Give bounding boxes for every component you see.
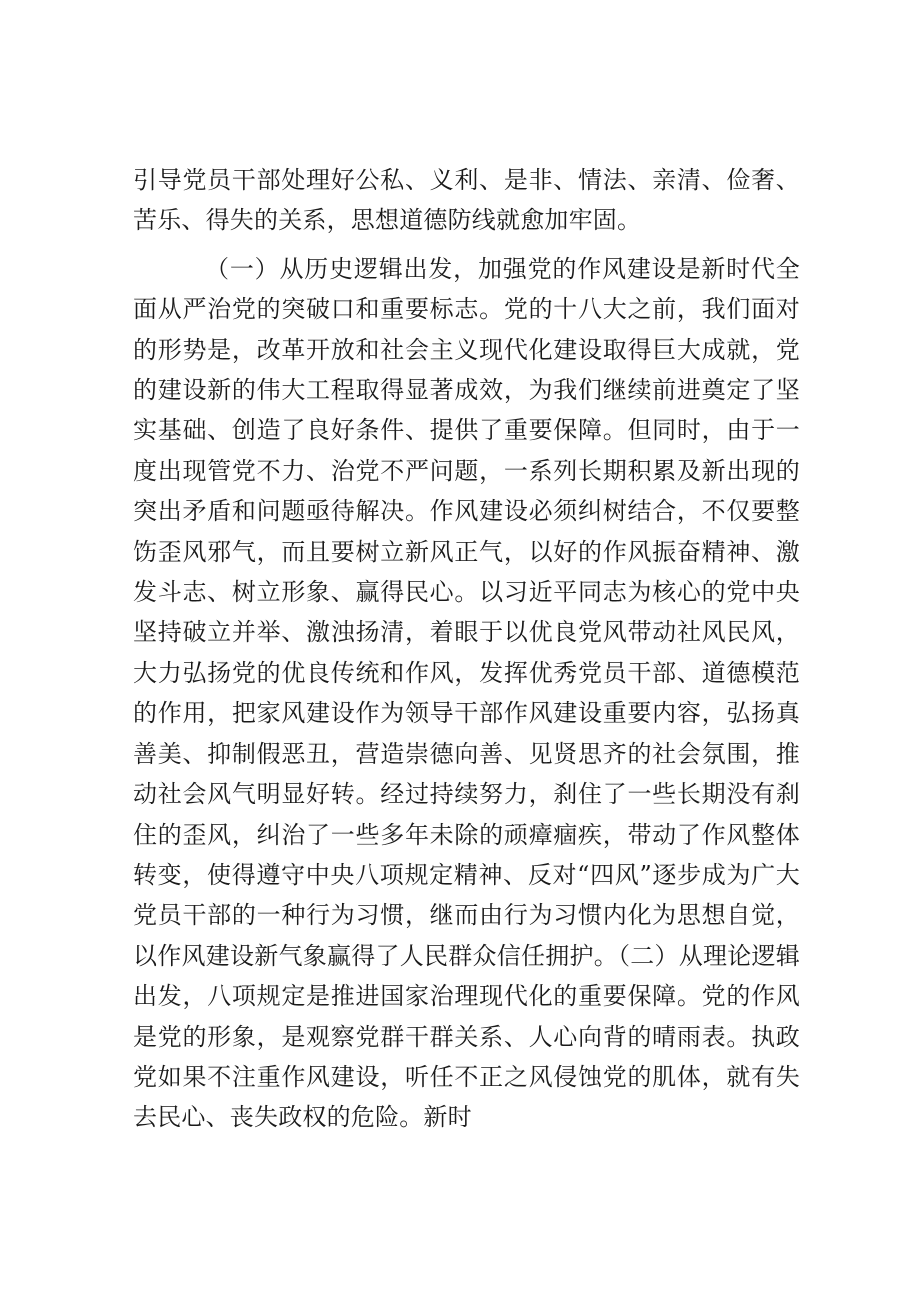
body-text bbox=[133, 160, 800, 1138]
paragraph-continued: 引导党员干部处理好公私、义利、是非、情法、亲清、俭奢、苦乐、得失的关系，思想道德防线就愈加牢固。 bbox=[133, 166, 800, 235]
paragraph-historical-logic: （一）从历史逻辑出发，加强党的作风建设是新时代全面从严治党的突破口和重要标志。党的十八大之前，我们面对的形势是，改革开放和社会主义现代化建设取得巨大成就，党的建设新的伟大工程取得显著成效，为我们继续前进奠定了坚实基础、创造了良好条件、提供了重要保障。但同时，由于一度出现管党不力、治党不严问题，一系列长期积累及新出现的突出矛盾和问题亟待解决。作风建设必须纠树结合，不仅要整饬歪风邪气，而且要树立新风正气，以好的作风振奋精神、激发斗志、树立形象、赢得民心。以习近平同志为核心的党中央坚持破立并举、激浊扬清，着眼于以优良党风带动社风民风，大力弘扬党的优良传统和作风，发挥优秀党员干部、道德模范的作用，把家风建设作为领导干部作风建设重要内容，弘扬真善美、抑制假恶丑，营造崇德向善、见贤思齐的社会氛围，推动社会风气明显好转。经过持续努力，刹住了一些长期没有刹住的歪风，纠治了一些多年未除的顽瘴痼疾，带动了作风整体转变，使得遵守中央八项规定精神、反对“四风”逐步成为广大党员干部的一种行为习惯，继而由行为习惯内化为思想自觉，以作风建设新气象赢得了人民群众信任拥护。（二）从理论逻辑出发，八项规定是推进国家治理现代化的重要保障。党的作风是党的形象，是观察党群干群关系、人心向背的晴雨表。执政党如果不注重作风建设，听任不正之风侵蚀党的肌体，就有失去民心、丧失政权的危险。新时 bbox=[133, 254, 800, 1132]
